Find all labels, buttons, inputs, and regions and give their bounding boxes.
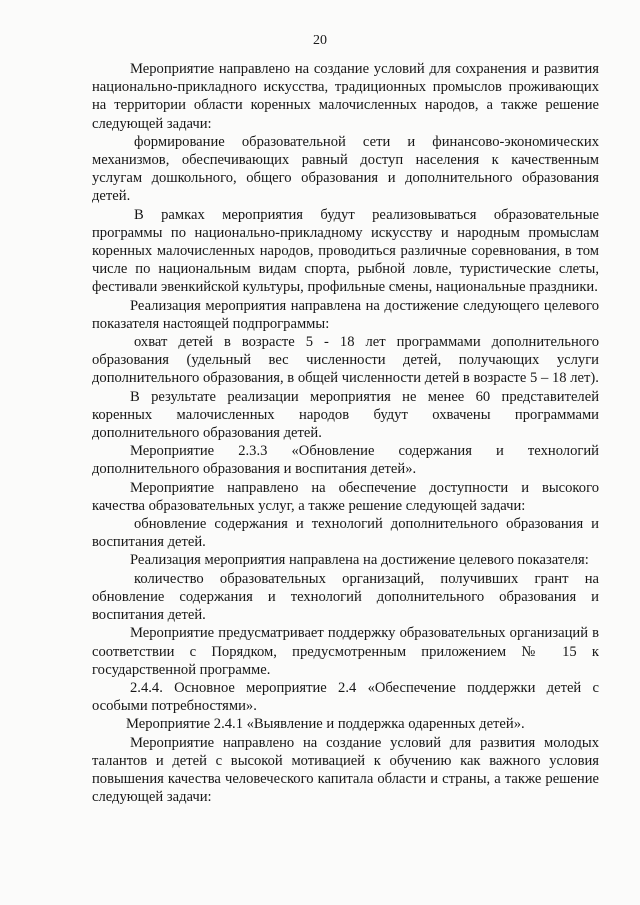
paragraph-8: Мероприятие направлено на обеспечение доступности и высокого качества образовательных услуг, а также решение следующей задачи: [92, 479, 599, 514]
paragraph-13: 2.4.4. Основное мероприятие 2.4 «Обеспечение поддержки детей с особыми потребностями». [92, 679, 599, 715]
paragraph-6: В результате реализации мероприятия не менее 60 представителей коренных малочисленных народов будут охвачены программами дополнительного образования детей. [92, 388, 599, 442]
paragraph-11: количество образовательных организаций, получивших грант на обновление содержания и технологий дополнительного образования и воспитания детей. [92, 570, 599, 624]
paragraph-12: Мероприятие предусматривает поддержку образовательных организаций в соответствии с Порядком, предусмотренным приложением № 15 к государственной программе. [92, 625, 599, 678]
paragraph-14: Мероприятие 2.4.1 «Выявление и поддержка одаренных детей». [126, 716, 525, 733]
document-body [92, 60, 599, 806]
page-number: 20 [313, 33, 327, 48]
paragraph-4: Реализация мероприятия направлена на достижение следующего целевого показателя настоящей подпрограммы: [92, 297, 599, 332]
paragraph-15: Мероприятие направлено на создание условий для развития молодых талантов и детей с высокой мотивацией к обучению как важного условия повышения качества человеческого капитала области и страны, а также решение следующей задачи: [92, 734, 599, 806]
paragraph-3: В рамках мероприятия будут реализовываться образовательные программы по национально-прикладному искусству и народным промыслам коренных малочисленных народов, проводиться различные соревнования, в том числе по национальным видам спорта, рыбной ловле, туристические слеты, фестивали эвенкийской культуры, профильные смены, национальные праздники. [92, 206, 599, 296]
paragraph-10: Реализация мероприятия направлена на достижение целевого показателя: [130, 552, 589, 569]
paragraph-5: охват детей в возрасте 5 - 18 лет программами дополнительного образования (удельный вес численности детей, получающих услуги дополнительного образования, в общей численности детей в возрасте 5 – 18 лет). [92, 334, 599, 387]
paragraph-1: Мероприятие направлено на создание условий для сохранения и развития национально-прикладного искусства, традиционных промыслов проживающих на территории области коренных малочисленных народов, а также решение следующей задачи: [92, 61, 599, 132]
paragraph-9: обновление содержания и технологий дополнительного образования и воспитания детей. [92, 516, 599, 551]
paragraph-7: Мероприятие 2.3.3 «Обновление содержания и технологий дополнительного образования и воспитания детей». [92, 443, 599, 478]
paragraph-2: формирование образовательной сети и финансово-экономических механизмов, обеспечивающих равный доступ населения к качественным услугам дошкольного, общего образования и дополнительного образования детей. [92, 133, 599, 205]
